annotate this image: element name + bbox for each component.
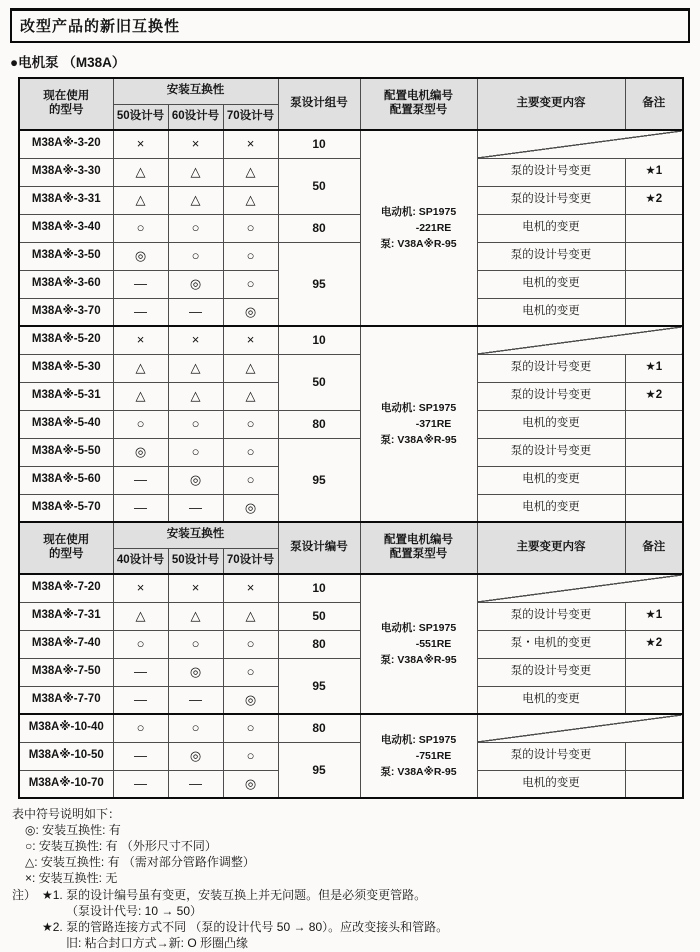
cell-compat: ◎ <box>223 686 278 714</box>
header-note: 备注 <box>625 522 683 574</box>
header-main-changes: 主要变更内容 <box>477 522 625 574</box>
header-current-model-line1: 现在使用 <box>43 534 90 547</box>
cell-design-group: 95 <box>278 742 360 798</box>
cell-note: ★2 <box>625 630 683 658</box>
cell-compat: — <box>168 686 223 714</box>
cell-compat: — <box>113 686 168 714</box>
cell-compat: ○ <box>168 214 223 242</box>
page-title: 改型产品的新旧互换性 <box>20 18 181 35</box>
cell-compat: ◎ <box>223 770 278 798</box>
cell-compat: — <box>113 770 168 798</box>
cell-design-group: 50 <box>278 158 360 214</box>
cell-note <box>625 494 683 522</box>
cell-model: M38A※-5-50 <box>19 438 113 466</box>
notes-block <box>12 888 690 952</box>
cell-compat: △ <box>223 158 278 186</box>
legend-intro: 表中符号说明如下： <box>12 807 121 821</box>
cell-model: M38A※-5-31 <box>19 382 113 410</box>
cell-compat: △ <box>223 602 278 630</box>
product-heading: ●电机泵 （M38A） <box>10 55 126 70</box>
cell-design-group: 80 <box>278 214 360 242</box>
cell-compat: ○ <box>223 466 278 494</box>
compatibility-table <box>18 77 684 799</box>
cell-note: ★1 <box>625 354 683 382</box>
cell-compat: — <box>113 298 168 326</box>
header-row <box>19 78 683 104</box>
cell-motor-pump-config <box>360 574 477 714</box>
cell-compat: — <box>168 298 223 326</box>
cell-compat: — <box>113 742 168 770</box>
header-current-model <box>19 522 113 574</box>
cell-diagonal <box>477 714 683 742</box>
cell-model: M38A※-7-50 <box>19 658 113 686</box>
table-row <box>19 242 683 270</box>
cell-compat: — <box>113 270 168 298</box>
legend-item-triangle: △: 安装互换性: 有 （需对部分管路作调整） <box>25 854 255 869</box>
cell-design-group: 80 <box>278 410 360 438</box>
cell-compat: × <box>168 574 223 602</box>
header-main-changes: 主要变更内容 <box>477 78 625 130</box>
cell-diagonal <box>477 326 683 354</box>
header-design-70: 70设计号 <box>223 104 278 130</box>
cell-compat: ○ <box>113 630 168 658</box>
cell-model: M38A※-3-30 <box>19 158 113 186</box>
note-star2-line1: ★2. 泵的管路连接方式不同 （泵的设计代号 50 → 80）。应改变接头和管路。 <box>42 919 449 934</box>
cell-compat: ◎ <box>223 298 278 326</box>
header-design-50: 50设计号 <box>168 548 223 574</box>
cell-change: 泵的设计号变更 <box>477 658 625 686</box>
cell-motor-pump-config <box>360 714 477 798</box>
cell-design-group: 80 <box>278 714 360 742</box>
cell-note <box>625 214 683 242</box>
motor-line2: -371RE <box>415 417 452 430</box>
cell-model: M38A※-7-31 <box>19 602 113 630</box>
section-m38a-7 <box>19 574 683 714</box>
cell-note <box>625 298 683 326</box>
header-motor-config-line2: 配置泵型号 <box>389 104 448 116</box>
cell-compat: △ <box>113 382 168 410</box>
cell-change: 电机的变更 <box>477 770 625 798</box>
cell-note <box>625 686 683 714</box>
cell-change: 泵的设计号变更 <box>477 354 625 382</box>
cell-change: 电机的变更 <box>477 298 625 326</box>
cell-compat: ○ <box>223 630 278 658</box>
cell-compat: ◎ <box>168 658 223 686</box>
header-current-model-line2: 的型号 <box>49 548 84 560</box>
cell-compat: × <box>113 130 168 158</box>
header-row <box>19 522 683 548</box>
cell-model: M38A※-3-20 <box>19 130 113 158</box>
table-row <box>19 214 683 242</box>
header-motor-config-line2: 配置泵型号 <box>389 548 448 560</box>
cell-design-group: 10 <box>278 574 360 602</box>
cell-compat: ○ <box>168 714 223 742</box>
cell-diagonal <box>477 130 683 158</box>
cell-compat: ◎ <box>168 270 223 298</box>
cell-compat: — <box>168 494 223 522</box>
cell-compat: ○ <box>223 658 278 686</box>
table-row <box>19 130 683 158</box>
table-row <box>19 602 683 630</box>
cell-model: M38A※-5-20 <box>19 326 113 354</box>
cell-motor-pump-config <box>360 326 477 522</box>
cell-compat: × <box>223 326 278 354</box>
motor-line3: 泵: V38A※R-95 <box>380 434 457 447</box>
cell-change: 泵的设计号变更 <box>477 602 625 630</box>
cell-change: 电机的变更 <box>477 686 625 714</box>
cell-compat: △ <box>223 186 278 214</box>
header-motor-config-line1: 配置电机编号 <box>384 90 454 103</box>
cell-motor-pump-config <box>360 130 477 326</box>
cell-note <box>625 658 683 686</box>
cell-compat: ◎ <box>223 494 278 522</box>
cell-compat: ◎ <box>168 466 223 494</box>
cell-compat: ○ <box>113 714 168 742</box>
table-row <box>19 354 683 382</box>
header-motor-pump-config <box>360 522 477 574</box>
cell-compat: △ <box>168 354 223 382</box>
cell-design-group: 50 <box>278 602 360 630</box>
cell-compat: ◎ <box>113 242 168 270</box>
cell-note <box>625 770 683 798</box>
cell-compat: — <box>113 494 168 522</box>
cell-compat: ○ <box>113 214 168 242</box>
section-m38a-5 <box>19 326 683 522</box>
cell-diagonal <box>477 574 683 602</box>
header-design-50: 50设计号 <box>113 104 168 130</box>
cell-compat: × <box>223 130 278 158</box>
cell-design-group: 95 <box>278 242 360 326</box>
cell-compat: ○ <box>223 410 278 438</box>
cell-model: M38A※-5-40 <box>19 410 113 438</box>
motor-line3: 泵: V38A※R-95 <box>380 238 457 251</box>
note-star2-line2: 旧: 粘合封口方式→新: O 形圈凸缘 <box>66 935 249 950</box>
cell-change: 泵・电机的变更 <box>477 630 625 658</box>
cell-note <box>625 270 683 298</box>
cell-change: 电机的变更 <box>477 214 625 242</box>
cell-compat: △ <box>113 354 168 382</box>
header-design-40: 40设计号 <box>113 548 168 574</box>
cell-compat: ○ <box>168 438 223 466</box>
cell-compat: — <box>113 466 168 494</box>
cell-model: M38A※-3-31 <box>19 186 113 214</box>
cell-model: M38A※-7-20 <box>19 574 113 602</box>
cell-model: M38A※-5-70 <box>19 494 113 522</box>
cell-change: 电机的变更 <box>477 494 625 522</box>
cell-compat: ○ <box>168 630 223 658</box>
cell-compat: ○ <box>168 242 223 270</box>
table-row <box>19 158 683 186</box>
cell-change: 泵的设计号变更 <box>477 382 625 410</box>
motor-line1: 电动机: SP1975 <box>380 205 457 218</box>
cell-change: 泵的设计号变更 <box>477 438 625 466</box>
cell-note <box>625 242 683 270</box>
cell-note <box>625 742 683 770</box>
header-current-model-line2: 的型号 <box>49 104 84 116</box>
cell-compat: × <box>113 574 168 602</box>
header-motor-config-line1: 配置电机编号 <box>384 534 454 547</box>
table-row <box>19 326 683 354</box>
header-pump-design-group: 泵设计组号 <box>278 78 360 130</box>
motor-line3: 泵: V38A※R-95 <box>380 654 457 667</box>
legend-item-circle: ○: 安装互换性: 有 （外形尺寸不同） <box>25 838 217 853</box>
cell-compat: △ <box>168 382 223 410</box>
header-design-70: 70设计号 <box>223 548 278 574</box>
cell-change: 泵的设计号变更 <box>477 158 625 186</box>
cell-model: M38A※-3-50 <box>19 242 113 270</box>
table-row <box>19 658 683 686</box>
header-install-compat: 安装互换性 <box>113 78 278 104</box>
cell-model: M38A※-5-30 <box>19 354 113 382</box>
cell-compat: × <box>113 326 168 354</box>
cell-compat: ○ <box>223 242 278 270</box>
cell-compat: — <box>168 770 223 798</box>
cell-compat: ○ <box>223 438 278 466</box>
cell-change: 泵的设计号变更 <box>477 186 625 214</box>
cell-compat: × <box>168 130 223 158</box>
cell-design-group: 80 <box>278 630 360 658</box>
cell-note <box>625 438 683 466</box>
cell-compat: ○ <box>223 742 278 770</box>
cell-compat: ○ <box>223 270 278 298</box>
cell-note <box>625 466 683 494</box>
cell-change: 泵的设计号变更 <box>477 242 625 270</box>
cell-compat: △ <box>113 158 168 186</box>
motor-line1: 电动机: SP1975 <box>380 733 457 746</box>
cell-model: M38A※-10-40 <box>19 714 113 742</box>
cell-compat: — <box>113 658 168 686</box>
cell-model: M38A※-3-40 <box>19 214 113 242</box>
cell-change: 电机的变更 <box>477 466 625 494</box>
cell-model: M38A※-3-60 <box>19 270 113 298</box>
table-header-1 <box>19 78 683 130</box>
cell-compat: △ <box>168 602 223 630</box>
table-row <box>19 630 683 658</box>
cell-note <box>625 410 683 438</box>
page-title-box <box>10 8 690 43</box>
cell-compat: ◎ <box>113 438 168 466</box>
cell-note: ★2 <box>625 382 683 410</box>
table-row <box>19 714 683 742</box>
legend-item-double-circle: ◎: 安装互换性: 有 <box>25 822 121 837</box>
section-m38a-10 <box>19 714 683 798</box>
cell-model: M38A※-10-70 <box>19 770 113 798</box>
cell-note: ★2 <box>625 186 683 214</box>
note-star1-line1: ★1. 泵的设计编号虽有变更，安装互换上并无问题。但是必须变更管路。 <box>42 887 427 902</box>
cell-compat: △ <box>113 602 168 630</box>
table-row <box>19 742 683 770</box>
cell-compat: × <box>168 326 223 354</box>
cell-compat: ○ <box>223 714 278 742</box>
cell-compat: △ <box>113 186 168 214</box>
cell-design-group: 50 <box>278 354 360 410</box>
note-body <box>42 888 690 952</box>
header-install-compat: 安装互换性 <box>113 522 278 548</box>
header-note: 备注 <box>625 78 683 130</box>
header-motor-pump-config <box>360 78 477 130</box>
header-current-model-line1: 现在使用 <box>43 90 90 103</box>
cell-design-group: 95 <box>278 438 360 522</box>
table-row <box>19 574 683 602</box>
motor-line2: -551RE <box>415 637 452 650</box>
cell-model: M38A※-7-40 <box>19 630 113 658</box>
cell-design-group: 95 <box>278 658 360 714</box>
cell-compat: ○ <box>168 410 223 438</box>
cell-change: 电机的变更 <box>477 410 625 438</box>
header-current-model <box>19 78 113 130</box>
motor-line2: -751RE <box>415 749 452 762</box>
section-m38a-3 <box>19 130 683 326</box>
cell-model: M38A※-7-70 <box>19 686 113 714</box>
cell-compat: △ <box>168 158 223 186</box>
table-row <box>19 410 683 438</box>
cell-model: M38A※-5-60 <box>19 466 113 494</box>
header-pump-design-number: 泵设计编号 <box>278 522 360 574</box>
cell-change: 电机的变更 <box>477 270 625 298</box>
cell-compat: △ <box>223 354 278 382</box>
cell-compat: △ <box>223 382 278 410</box>
cell-model: M38A※-10-50 <box>19 742 113 770</box>
cell-model: M38A※-3-70 <box>19 298 113 326</box>
note-star1-line2: （泵设计代号: 10 → 50） <box>66 903 203 918</box>
cell-compat: × <box>223 574 278 602</box>
note-prefix: 注） <box>12 887 37 902</box>
cell-note: ★1 <box>625 602 683 630</box>
header-design-60: 60设计号 <box>168 104 223 130</box>
legend-item-cross: ×: 安装互换性: 无 <box>25 870 118 885</box>
table-header-2 <box>19 522 683 574</box>
cell-compat: ○ <box>113 410 168 438</box>
motor-line1: 电动机: SP1975 <box>380 621 457 634</box>
motor-line3: 泵: V38A※R-95 <box>380 766 457 779</box>
cell-compat: △ <box>168 186 223 214</box>
cell-design-group: 10 <box>278 130 360 158</box>
cell-compat: ◎ <box>168 742 223 770</box>
symbol-legend <box>12 807 690 952</box>
cell-design-group: 10 <box>278 326 360 354</box>
table-row <box>19 438 683 466</box>
motor-line1: 电动机: SP1975 <box>380 401 457 414</box>
cell-change: 泵的设计号变更 <box>477 742 625 770</box>
motor-line2: -221RE <box>415 221 452 234</box>
cell-note: ★1 <box>625 158 683 186</box>
cell-compat: ○ <box>223 214 278 242</box>
